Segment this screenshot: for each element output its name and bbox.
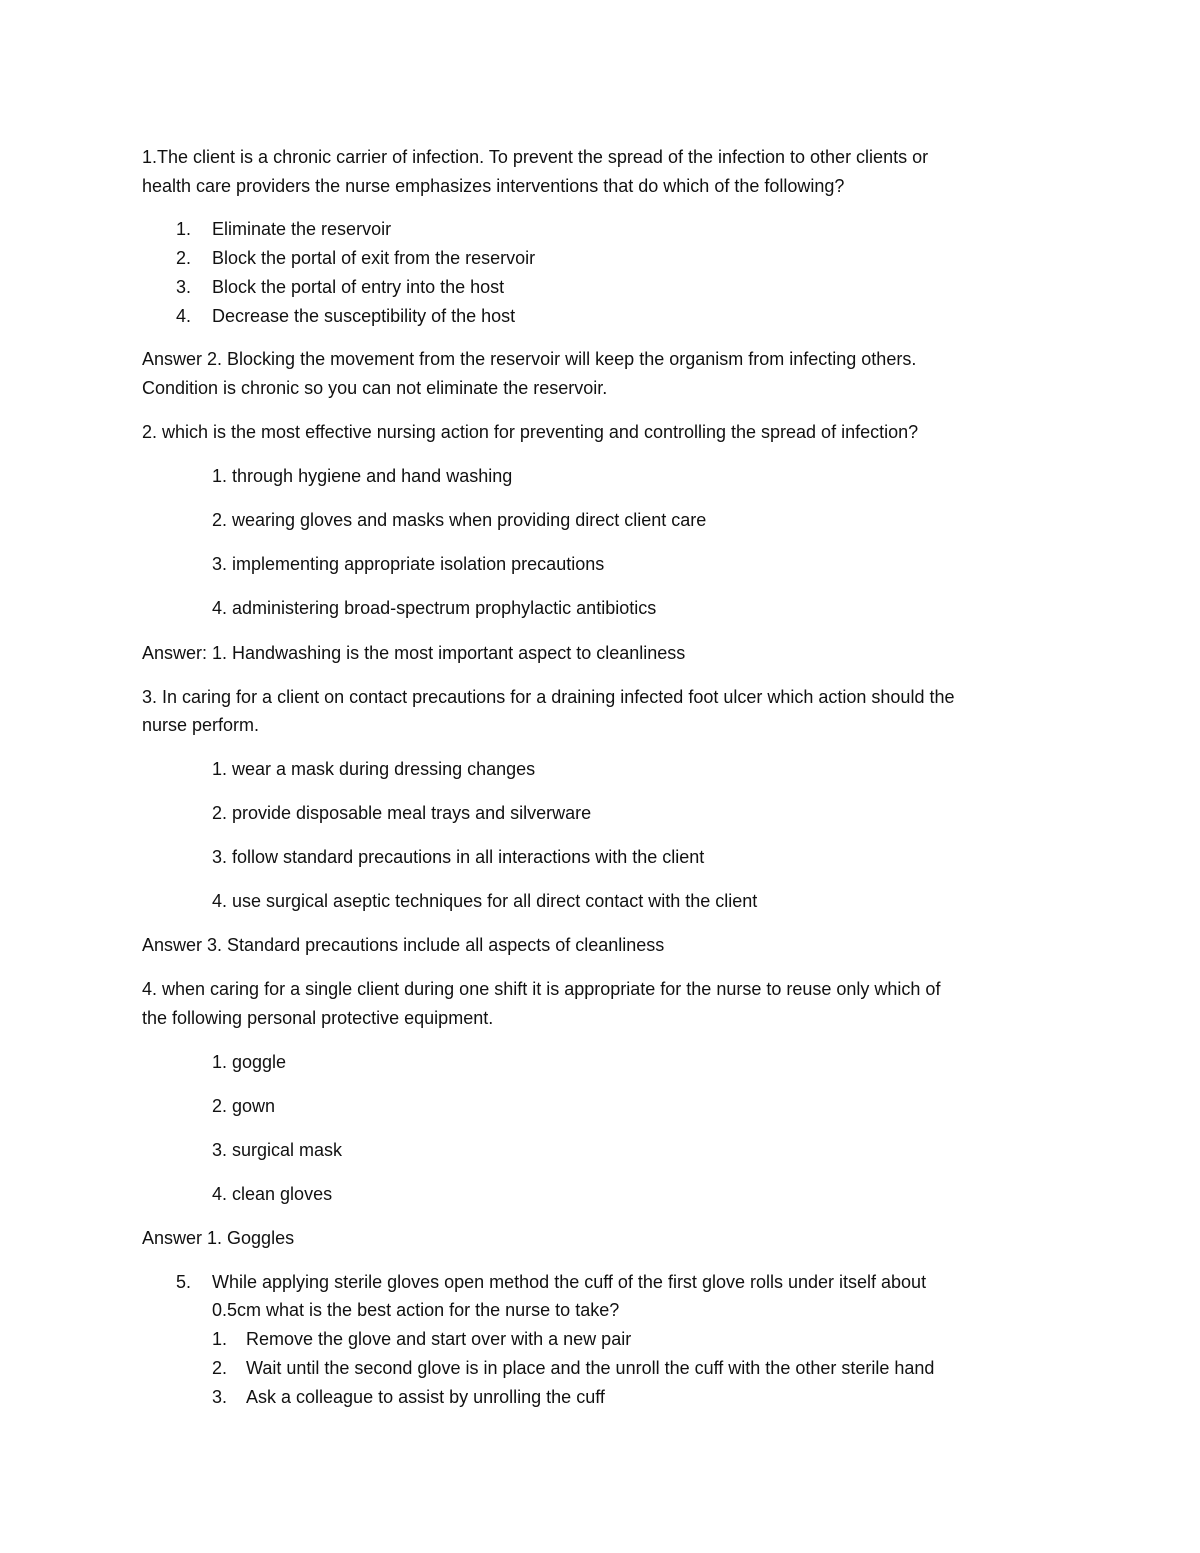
q5-option-2-number: 2. xyxy=(212,1358,228,1378)
q2-answer: Answer: 1. Handwashing is the most important aspect to cleanliness xyxy=(142,643,686,663)
q3-option-4: 4. use surgical aseptic techniques for all direct contact with the client xyxy=(212,891,758,911)
q3-option-2: 2. provide disposable meal trays and silverware xyxy=(212,803,592,823)
q3-option-3: 3. follow standard precautions in all interactions with the client xyxy=(212,847,705,867)
q1-option-2-number: 2. xyxy=(176,248,192,268)
q4-stem-line1: 4. when caring for a single client during one shift it is appropriate for the nurse to reuse only which of xyxy=(142,979,941,999)
q5-number: 5. xyxy=(176,1272,192,1292)
q1-option-1-number: 1. xyxy=(176,219,192,239)
q4-option-3: 3. surgical mask xyxy=(212,1140,343,1160)
q3-option-1: 1. wear a mask during dressing changes xyxy=(212,759,536,779)
q3-answer: Answer 3. Standard precautions include all aspects of cleanliness xyxy=(142,935,665,955)
q1-option-2-text: Block the portal of exit from the reservoir xyxy=(212,248,536,268)
q2-option-3: 3. implementing appropriate isolation precautions xyxy=(212,554,605,574)
q1-option-3-text: Block the portal of entry into the host xyxy=(212,277,505,297)
q4-option-2: 2. gown xyxy=(212,1096,276,1116)
q5-option-1-text: Remove the glove and start over with a new pair xyxy=(246,1329,632,1349)
q1-answer-line1: Answer 2. Blocking the movement from the reservoir will keep the organism from infecting others. xyxy=(142,349,917,369)
q1-option-1-text: Eliminate the reservoir xyxy=(212,219,392,239)
q5-option-1-number: 1. xyxy=(212,1329,228,1349)
q5-option-2-text: Wait until the second glove is in place and the unroll the cuff with the other sterile hand xyxy=(246,1358,935,1378)
q2-stem: 2. which is the most effective nursing action for preventing and controlling the spread of infection? xyxy=(142,422,919,442)
q1-answer-line2: Condition is chronic so you can not eliminate the reservoir. xyxy=(142,378,608,398)
q1-option-4-text: Decrease the susceptibility of the host xyxy=(212,306,516,326)
q2-option-2: 2. wearing gloves and masks when providing direct client care xyxy=(212,510,707,530)
q1-stem-line1: 1.The client is a chronic carrier of infection. To prevent the spread of the infection to other clients or xyxy=(142,147,929,167)
q3-stem-line2: nurse perform. xyxy=(142,715,260,735)
q4-option-1: 1. goggle xyxy=(212,1052,287,1072)
q4-answer: Answer 1. Goggles xyxy=(142,1228,295,1248)
q2-option-4: 4. administering broad-spectrum prophylactic antibiotics xyxy=(212,598,657,618)
q4-stem-line2: the following personal protective equipment. xyxy=(142,1008,494,1028)
q4-option-4: 4. clean gloves xyxy=(212,1184,333,1204)
q3-stem-line1: 3. In caring for a client on contact precautions for a draining infected foot ulcer which action should the xyxy=(142,687,955,707)
q5-option-3-text: Ask a colleague to assist by unrolling the cuff xyxy=(246,1387,605,1407)
q1-stem-line2: health care providers the nurse emphasizes interventions that do which of the following? xyxy=(142,176,845,196)
q5-option-3-number: 3. xyxy=(212,1387,228,1407)
q2-option-1: 1. through hygiene and hand washing xyxy=(212,466,513,486)
q1-option-4-number: 4. xyxy=(176,306,192,326)
q5-stem-line1: While applying sterile gloves open method the cuff of the first glove rolls under itself about xyxy=(212,1272,927,1292)
q1-option-3-number: 3. xyxy=(176,277,192,297)
q5-stem-line2: 0.5cm what is the best action for the nurse to take? xyxy=(212,1300,620,1320)
